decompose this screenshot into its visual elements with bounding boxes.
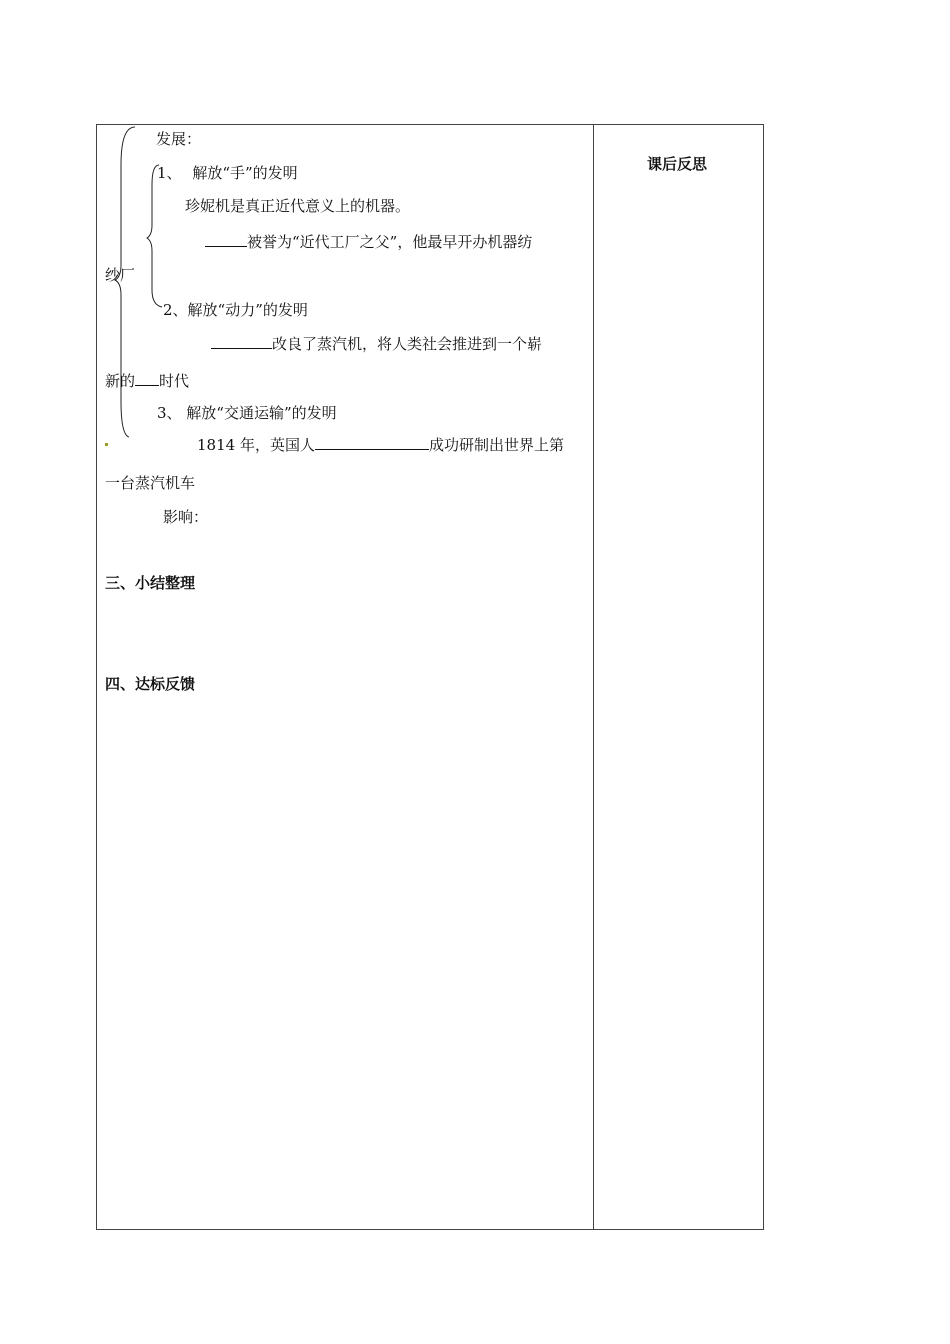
answer-blank[interactable] [135,371,159,386]
section-summary-heading: 三、小结整理 [105,574,196,592]
factory-end-line: 纱厂 [105,266,136,284]
column-divider [593,125,594,1229]
development-label: 发展： [156,130,202,148]
reflection-header: 课后反思 [647,155,708,173]
locomotive-end-line: 一台蒸汽机车 [105,474,196,492]
steam-engine-line [211,334,542,353]
inner-brace [147,165,162,307]
new-era-line [105,371,189,390]
item1-heading [157,164,298,182]
new-era-prefix: 新的 [105,372,136,390]
answer-blank[interactable] [205,232,247,247]
section-feedback-heading: 四、达标反馈 [105,675,196,693]
answer-blank[interactable] [211,334,272,349]
item1-title: 解放“手”的发明 [192,164,298,182]
factory-father-text: 被誉为“近代工厂之父”，他最早开办机器纺 [247,233,533,251]
item2-heading: 2、解放“动力”的发明 [163,301,308,319]
steam-engine-text: 改良了蒸汽机，将人类社会推进到一个崭 [272,335,543,353]
jenny-line: 珍妮机是真正近代意义上的机器。 [185,197,411,215]
new-era-suffix: 时代 [159,372,190,390]
item1-separator: 、 [166,164,182,182]
locomotive-line [197,435,564,454]
item1-number: 1 [157,164,167,182]
item3-heading: 3、 解放“交通运输”的发明 [157,404,337,422]
stray-mark [105,443,108,446]
factory-father-line [205,232,532,251]
locomotive-suffix: 成功研制出世界上第 [428,436,564,454]
lesson-table [96,124,764,1230]
impact-label: 影响： [163,508,209,526]
answer-blank[interactable] [315,435,429,450]
locomotive-prefix: 1814 年，英国人 [197,436,315,454]
